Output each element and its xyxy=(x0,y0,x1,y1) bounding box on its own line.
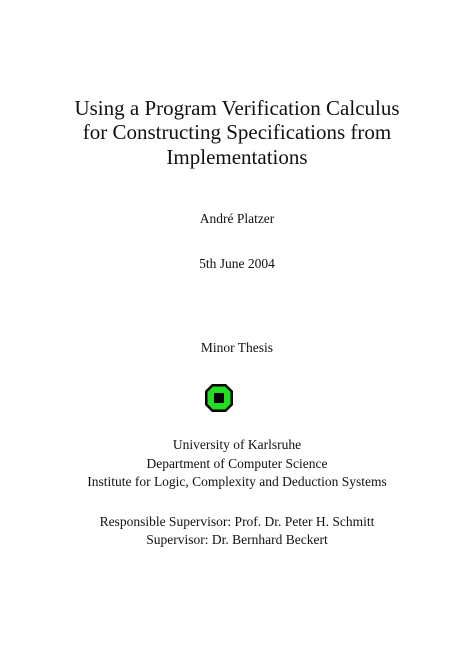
university-logo-icon xyxy=(205,384,233,412)
title-line-1: Using a Program Verification Calculus xyxy=(74,96,400,120)
thesis-type: Minor Thesis xyxy=(200,340,274,355)
title-line-3: Implementations xyxy=(166,145,308,169)
department-name: Department of Computer Science xyxy=(146,456,328,471)
responsible-supervisor: Responsible Supervisor: Prof. Dr. Peter H. Schmitt xyxy=(99,514,375,529)
title-line-2: for Constructing Specifications from xyxy=(82,120,392,144)
date: 5th June 2004 xyxy=(199,256,275,271)
logo-inner-square xyxy=(214,393,224,403)
author-name: André Platzer xyxy=(199,211,275,226)
university-name: University of Karlsruhe xyxy=(172,437,302,452)
supervisor: Supervisor: Dr. Bernhard Beckert xyxy=(146,532,328,547)
institute-name: Institute for Logic, Complexity and Deduction Systems xyxy=(87,474,387,489)
